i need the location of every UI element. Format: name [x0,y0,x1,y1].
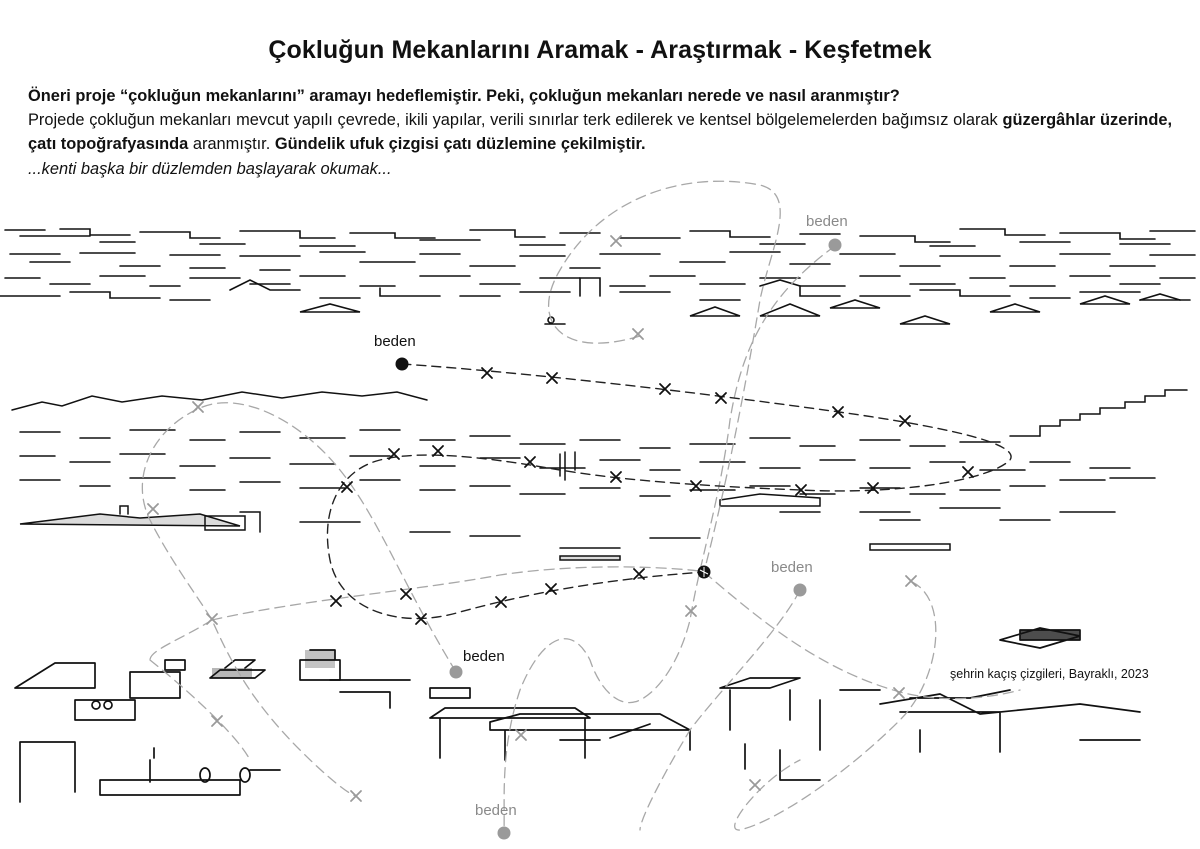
body-dot-grey-bottom [498,827,511,840]
body-dot-black-top [396,358,409,371]
body-dot-grey-top [829,239,842,252]
body-dot-grey-right [794,584,807,597]
dashed-path-grey [142,181,1020,832]
beden-label-black: beden [374,333,416,350]
page-title: Çokluğun Mekanlarını Aramak - Araştırmak - Keşfetmek [268,36,932,64]
x-marks-grey [148,236,916,801]
dashed-path-black [327,364,1011,619]
tagline: ...kenti başka bir düzlemden başlayarak okumak... [28,160,392,178]
beden-label-grey-top: beden [806,213,848,230]
paragraph-bold-1: güzergâhlar üzerinde, çatı topoğrafyasında [28,111,1172,153]
image-caption: şehrin kaçış çizgileri, Bayraklı, 2023 [950,667,1149,681]
paragraph-text-2: aranmıştır. [188,135,275,153]
body-dot-junction [698,566,711,579]
beden-label-grey-right: beden [771,559,813,576]
paragraph-bold-2: Gündelik ufuk çizgisi çatı düzlemine çekilmiştir. [274,135,646,153]
beden-label-grey-bottom: beden [475,802,517,819]
body-dot-grey-left [450,666,463,679]
rooftops-foreground [15,628,1140,802]
question-text: Öneri proje “çokluğun mekanlarını” aramayı hedeflemiştir. Peki, çokluğun mekanları nerede ve nasıl aranmıştır? [28,87,900,105]
paragraph-text-1: Projede çokluğun mekanları mevcut yapılı çevrede, ikili yapılar, verili sınırlar terk edilerek ve kentsel bölgelemelerden bağımsız olarak [28,111,1003,129]
beden-label-left: beden [463,648,505,665]
skyline-band-top [0,229,1195,324]
